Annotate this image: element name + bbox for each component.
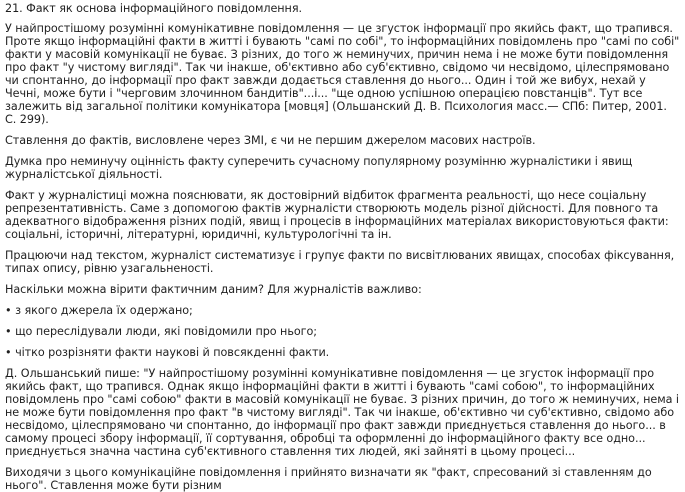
paragraph-attitude: Ставлення до фактів, висловлене через ЗМІ, є чи не першим джерелом масових настроїв. bbox=[5, 134, 536, 147]
list-item: • з якого джерела їх одержано; bbox=[5, 304, 681, 317]
list-item: • чітко розрізняти факти наукові й повсякденні факти. bbox=[5, 346, 681, 359]
section-title: 21. Факт як основа інформаційного повідомлення. bbox=[5, 2, 303, 15]
paragraph-evaluation: Думка про неминучу оцінність факту суперечить сучасному популярному розумінню журналістики і явищ журналістської діяльності. bbox=[5, 155, 633, 181]
paragraph-working-text: Працюючи над текстом, журналіст систематизує і групує факти по висвітлюваних явищах, способах фіксування, типах опису, рівню узагальненості. bbox=[5, 249, 675, 275]
paragraph-fact-journalism: Факт у журналістиці можна пояснювати, як достовірний відбиток фрагмента реальності, що несе соціальну репрезентативність. Саме з допомогою фактів журналісти створюють модель різної дійсності. Для повного та адекватного відображення різних подій, явищ і процесів в інформаційних матеріалах використовуються факти: соціальні, історичні, літературні, юридичні, культурологічні та ін. bbox=[5, 189, 669, 241]
list-item: • що переслідували люди, які повідомили про нього; bbox=[5, 325, 681, 338]
document-body bbox=[0, 2, 681, 492]
paragraph-trust-question: Наскільки можна вірити фактичним даним? Для журналістів важливо: bbox=[5, 283, 422, 296]
paragraph-conclusion: Виходячи з цього комунікаційне повідомлення і прийнято визначати як "факт, спресований зі ставленням до нього". Ставлення може бути різним bbox=[5, 466, 652, 492]
paragraph-fact-definition: У найпростішому розумінні комунікативне повідомлення — це згусток інформації про якийсь факт, що трапився. Проте якщо інформаційні факти в житті і бувають "самі по собі", то інформаційних повідомлень про "самі по собі" факти у масовій комунікації не буває. З різних, до того ж неминучих, причин нема і не може бути повідомлення про факт "у чистому вигляді". Так чи інакше, об'єктивно або суб'єктивно, свідомо чи несвідомо, цілеспрямовано чи спонтанно, до інформації про факт завжди додається ставлення до нього... Один і той же вибух, нехай у Чечні, може бути і "черговим злочинном бандитів"...і... "ще одною успішною операцією повстанців". Тут все залежить від загальної політики комунікатора [мовця] (Ольшанский Д. В. Психология масс.— СПб: Питер, 2001. С. 299). bbox=[5, 22, 680, 126]
paragraph-olshansky-quote: Д. Ольшанський пише: "У найпростішому розумінні комунікативне повідомлення — це згусток інформації про якийсь факт, що трапився. Однак якщо інформаційні факти в житті і бувають "самі собою", то інформаційних повідомлень про "самі собою" факти в масовій комунікації не буває. З різних причин, до того ж неминучих, нема і не може бути повідомлення про факт "в чистому вигляді". Так чи інакше, об'єктивно чи суб'єктивно, свідомо або несвідомо, цілеспрямовано чи спонтанно, до інформації про факт завжди приєднується ставлення до нього... в самому процесі збору інформації, її сортування, обробці та оформленні до інформаційного факту все одно... приєднується значна частина суб'єктивного ставлення тих людей, які зайняті в цьому процесі... bbox=[5, 367, 679, 458]
